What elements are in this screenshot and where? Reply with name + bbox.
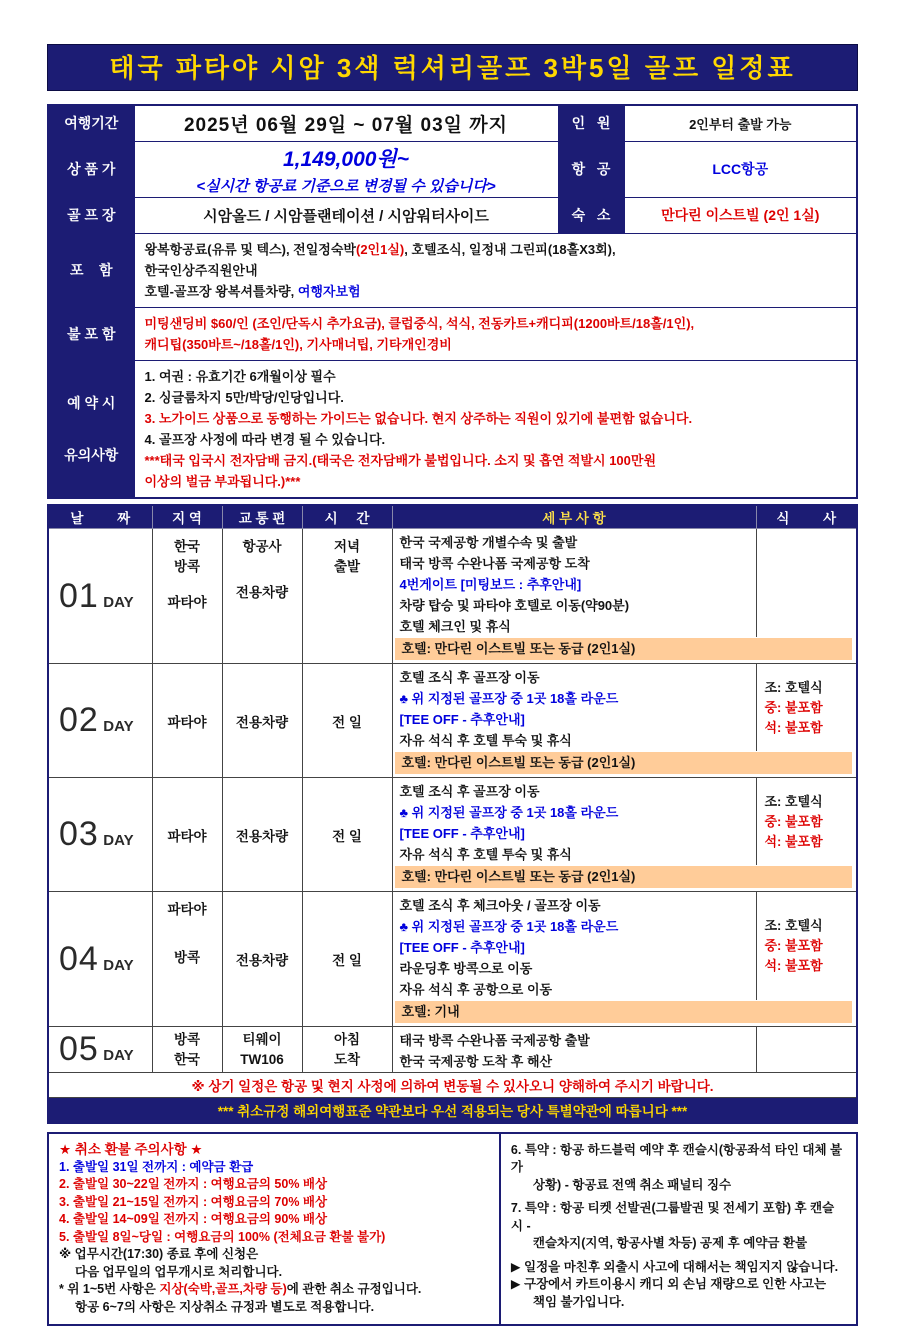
label-price: 상 품 가 <box>48 141 134 197</box>
day-01-transport: 항공사 전용차량 <box>222 529 302 664</box>
day-05-row <box>48 1027 857 1073</box>
day-number: 04 <box>59 940 99 978</box>
detail-line: 한국 국제공항 개별수속 및 출발 <box>400 532 756 553</box>
day-03-transport: 전용차량 <box>222 778 302 892</box>
label-flight: 항 공 <box>558 141 624 197</box>
day-03-label <box>48 778 152 892</box>
label-period: 여행기간 <box>48 105 134 141</box>
row-reservation-notes <box>48 360 857 498</box>
detail-line: [TEE OFF - 추후안내] <box>400 937 756 958</box>
golf-course-value: 시암올드 / 시암플랜테이션 / 시암워터사이드 <box>134 197 558 233</box>
detail-line: 호텔 조식 후 골프장 이동 <box>400 781 756 802</box>
day-05-label <box>48 1027 152 1073</box>
cancellation-terms-box <box>47 1132 858 1326</box>
day-05-meals <box>756 1027 857 1073</box>
day-number: 05 <box>59 1030 99 1068</box>
detail-line: ♣ 위 지정된 골프장 중 1곳 18홀 라운드 <box>400 916 756 937</box>
reservation-notes-text <box>134 360 857 498</box>
excluded-line-2: 캐디팁(350바트~/18홀/1인), 기사매너팁, 기타개인경비 <box>145 334 847 355</box>
day-01-time: 저녁 출발 <box>302 529 392 664</box>
included-line-1: 왕복항공료(유류 및 텍스), 전일정숙박(2인1실), 호텔조식, 일정내 그린피(18홀X3회), <box>145 239 847 260</box>
day-number: 01 <box>59 577 99 615</box>
page-title: 태국 파타야 시암 3색 럭셔리골프 3박5일 골프 일정표 <box>47 44 858 91</box>
schedule-change-notice-row <box>48 1073 857 1098</box>
included-text <box>134 233 857 307</box>
note-line-6: 이상의 벌금 부과됩니다.)*** <box>145 471 847 492</box>
header-details: 세 부 사 항 <box>392 505 756 529</box>
detail-line: 라운딩후 방콕으로 이동 <box>400 958 756 979</box>
day-word: DAY <box>103 718 133 735</box>
liability-note-2-line-1: ▶ 구장에서 카트이용시 캐디 외 손님 재량으로 인한 사고는 <box>511 1276 846 1294</box>
label-reservation-notes: 예 약 시 유의사항 <box>48 360 134 498</box>
day-04-details <box>392 892 756 1001</box>
liability-note-2-line-2: 책임 불가입니다. <box>511 1294 846 1312</box>
detail-line: 호텔 조식 후 체크아웃 / 골프장 이동 <box>400 895 756 916</box>
day-04-transport: 전용차량 <box>222 892 302 1027</box>
day-03-details <box>392 778 756 866</box>
included-line-3: 호텔-골프장 왕복셔틀차량, 여행자보험 <box>145 281 847 302</box>
term-rule-7-line-2: 캔슬차지(지역, 항공사별 차등) 공제 후 예약금 환불 <box>511 1235 846 1253</box>
row-golf <box>48 197 857 233</box>
cancellation-rules <box>49 1134 501 1325</box>
header-meals: 식 사 <box>756 505 857 529</box>
day-word: DAY <box>103 594 133 611</box>
hotel-highlight: 호텔: 기내 <box>395 1001 853 1023</box>
day-03-meals: 조: 호텔식 중: 불포함 석: 불포함 <box>756 778 857 866</box>
detail-line: [TEE OFF - 추후안내] <box>400 823 756 844</box>
row-included <box>48 233 857 307</box>
label-lodging: 숙 소 <box>558 197 624 233</box>
hotel-highlight: 호텔: 만다린 이스트빌 또는 동급 (2인1실) <box>395 866 853 888</box>
detail-line: 태국 방콕 수완나폼 국제공항 출발 <box>400 1030 756 1051</box>
note-line-2: 2. 싱글룸차지 5만/박당/인당입니다. <box>145 387 847 408</box>
day-02-time: 전 일 <box>302 664 392 778</box>
header-date: 날 짜 <box>48 505 152 529</box>
price-cell <box>134 141 558 197</box>
cancel-rule-4: 4. 출발일 14~09일 전까지 : 여행요금의 90% 배상 <box>59 1211 489 1229</box>
tour-info-table <box>47 104 858 499</box>
day-03-time: 전 일 <box>302 778 392 892</box>
label-pax: 인 원 <box>558 105 624 141</box>
detail-line: 자유 석식 후 공항으로 이동 <box>400 979 756 1000</box>
cancel-rule-2: 2. 출발일 30~22일 전까지 : 여행요금의 50% 배상 <box>59 1176 489 1194</box>
detail-line: 한국 국제공항 도착 후 해산 <box>400 1051 756 1072</box>
term-rule-6-line-1: 6. 특약 : 항공 하드블럭 예약 후 캔슬시(항공좌석 타인 대체 불가 <box>511 1142 846 1177</box>
day-01-row <box>48 529 857 638</box>
price-value: 1,149,000원~ <box>135 143 558 173</box>
note-line-3: 3. 노가이드 상품으로 동행하는 가이드는 없습니다. 현지 상주하는 직원이 있기에 불편함 없습니다. <box>145 408 847 429</box>
detail-line: 태국 방콕 수완나폼 국제공항 도착 <box>400 553 756 574</box>
itinerary-header-row <box>48 505 857 529</box>
detail-line: [TEE OFF - 추후안내] <box>400 709 756 730</box>
special-terms-text: *** 취소규정 해외여행표준 약관보다 우선 적용되는 당사 특별약관에 따릅니다 *** <box>48 1098 857 1123</box>
office-hours-note-1: ※ 업무시간(17:30) 종료 후에 신청은 <box>59 1246 489 1264</box>
day-word: DAY <box>103 1047 133 1064</box>
header-region: 지 역 <box>152 505 222 529</box>
day-04-time: 전 일 <box>302 892 392 1027</box>
office-hours-note-2: 다음 업무일의 업무개시로 처리합니다. <box>59 1264 489 1282</box>
schedule-change-notice: ※ 상기 일정은 항공 및 현지 사정에 의하여 변동될 수 있사오니 양해하여 주시기 바랍니다. <box>48 1073 857 1098</box>
hotel-highlight: 호텔: 만다린 이스트빌 또는 동급 (2인1실) <box>395 752 853 774</box>
excluded-line-1: 미팅샌딩비 $60/인 (조인/단독시 추가요금), 클럽중식, 석식, 전동카트+캐디피(1200바트/18홀/1인), <box>145 313 847 334</box>
label-golf: 골 프 장 <box>48 197 134 233</box>
day-01-label <box>48 529 152 664</box>
label-excluded: 불 포 함 <box>48 307 134 360</box>
detail-line: ♣ 위 지정된 골프장 중 1곳 18홀 라운드 <box>400 802 756 823</box>
day-word: DAY <box>103 832 133 849</box>
day-02-label <box>48 664 152 778</box>
day-04-label <box>48 892 152 1027</box>
day-05-time: 아침 도착 <box>302 1027 392 1073</box>
day-01-details <box>392 529 756 638</box>
special-terms-bar <box>48 1098 857 1123</box>
day-05-transport: 티웨이 TW106 <box>222 1027 302 1073</box>
flight-value: LCC항공 <box>624 141 857 197</box>
detail-line: 자유 석식 후 호텔 투숙 및 휴식 <box>400 730 756 751</box>
row-excluded <box>48 307 857 360</box>
cancel-rule-5: 5. 출발일 8일~당일 : 여행요금의 100% (전체요금 환불 불가) <box>59 1229 489 1247</box>
day-04-regions: 파타야 방콕 <box>152 892 222 1027</box>
day-word: DAY <box>103 957 133 974</box>
day-number: 03 <box>59 815 99 853</box>
day-02-transport: 전용차량 <box>222 664 302 778</box>
detail-line: 차량 탑승 및 파타야 호텔로 이동(약90분) <box>400 595 756 616</box>
cancellation-title: ★ 취소 환불 주의사항 ★ <box>59 1140 489 1159</box>
term-rule-6-line-2: 상황) - 항공료 전액 취소 패널티 징수 <box>511 1177 846 1195</box>
lodging-value: 만다린 이스트빌 (2인 1실) <box>624 197 857 233</box>
detail-line: 4번게이트 [미팅보드 : 추후안내] <box>400 574 756 595</box>
day-05-details <box>392 1027 756 1073</box>
day-01-meals <box>756 529 857 638</box>
header-time: 시 간 <box>302 505 392 529</box>
pax-value: 2인부터 출발 가능 <box>624 105 857 141</box>
special-terms <box>501 1134 856 1325</box>
day-04-row <box>48 892 857 1001</box>
liability-note-1: ▶ 일정을 마친후 외출시 사고에 대해서는 책임지지 않습니다. <box>511 1259 846 1277</box>
period-value: 2025년 06월 29일 ~ 07월 03일 까지 <box>134 105 558 141</box>
day-02-meals: 조: 호텔식 중: 불포함 석: 불포함 <box>756 664 857 752</box>
row-price <box>48 141 857 197</box>
day-05-regions: 방콕 한국 <box>152 1027 222 1073</box>
note-line-4: 4. 골프장 사정에 따라 변경 될 수 있습니다. <box>145 429 847 450</box>
hotel-highlight: 호텔: 만다린 이스트빌 또는 동급 (2인1실) <box>395 638 853 660</box>
ground-rule-note-2: 항공 6~7의 사항은 지상취소 규정과 별도로 적용합니다. <box>59 1299 489 1317</box>
day-01-regions: 한국 방콕 파타야 <box>152 529 222 664</box>
day-02-row <box>48 664 857 752</box>
detail-line: 호텔 체크인 및 휴식 <box>400 616 756 637</box>
day-02-regions: 파타야 <box>152 664 222 778</box>
note-line-1: 1. 여권 : 유효기간 6개월이상 필수 <box>145 366 847 387</box>
day-04-meals: 조: 호텔식 중: 불포함 석: 불포함 <box>756 892 857 1001</box>
daily-itinerary-table <box>47 504 858 1124</box>
day-03-row <box>48 778 857 866</box>
detail-line: 자유 석식 후 호텔 투숙 및 휴식 <box>400 844 756 865</box>
excluded-text <box>134 307 857 360</box>
day-02-details <box>392 664 756 752</box>
term-rule-7-line-1: 7. 특약 : 항공 티켓 선발권(그룹발권 및 전세기 포함) 후 캔슬시 - <box>511 1200 846 1235</box>
price-note: <실시간 항공료 기준으로 변경될 수 있습니다> <box>135 175 558 196</box>
included-line-2: 한국인상주직원안내 <box>145 260 847 281</box>
ground-rule-note-1: * 위 1~5번 사항은 지상(숙박,골프,차량 등)에 관한 취소 규정입니다. <box>59 1281 489 1299</box>
cancel-rule-1: 1. 출발일 31일 전까지 : 예약금 환급 <box>59 1159 489 1177</box>
cancel-rule-3: 3. 출발일 21~15일 전까지 : 여행요금의 70% 배상 <box>59 1194 489 1212</box>
day-03-regions: 파타야 <box>152 778 222 892</box>
header-transport: 교 통 편 <box>222 505 302 529</box>
day-number: 02 <box>59 701 99 739</box>
detail-line: ♣ 위 지정된 골프장 중 1곳 18홀 라운드 <box>400 688 756 709</box>
row-period <box>48 105 857 141</box>
note-line-5: ***태국 입국시 전자담배 금지.(태국은 전자담배가 불법입니다. 소지 및 흡연 적발시 100만원 <box>145 450 847 471</box>
label-included: 포 함 <box>48 233 134 307</box>
detail-line: 호텔 조식 후 골프장 이동 <box>400 667 756 688</box>
